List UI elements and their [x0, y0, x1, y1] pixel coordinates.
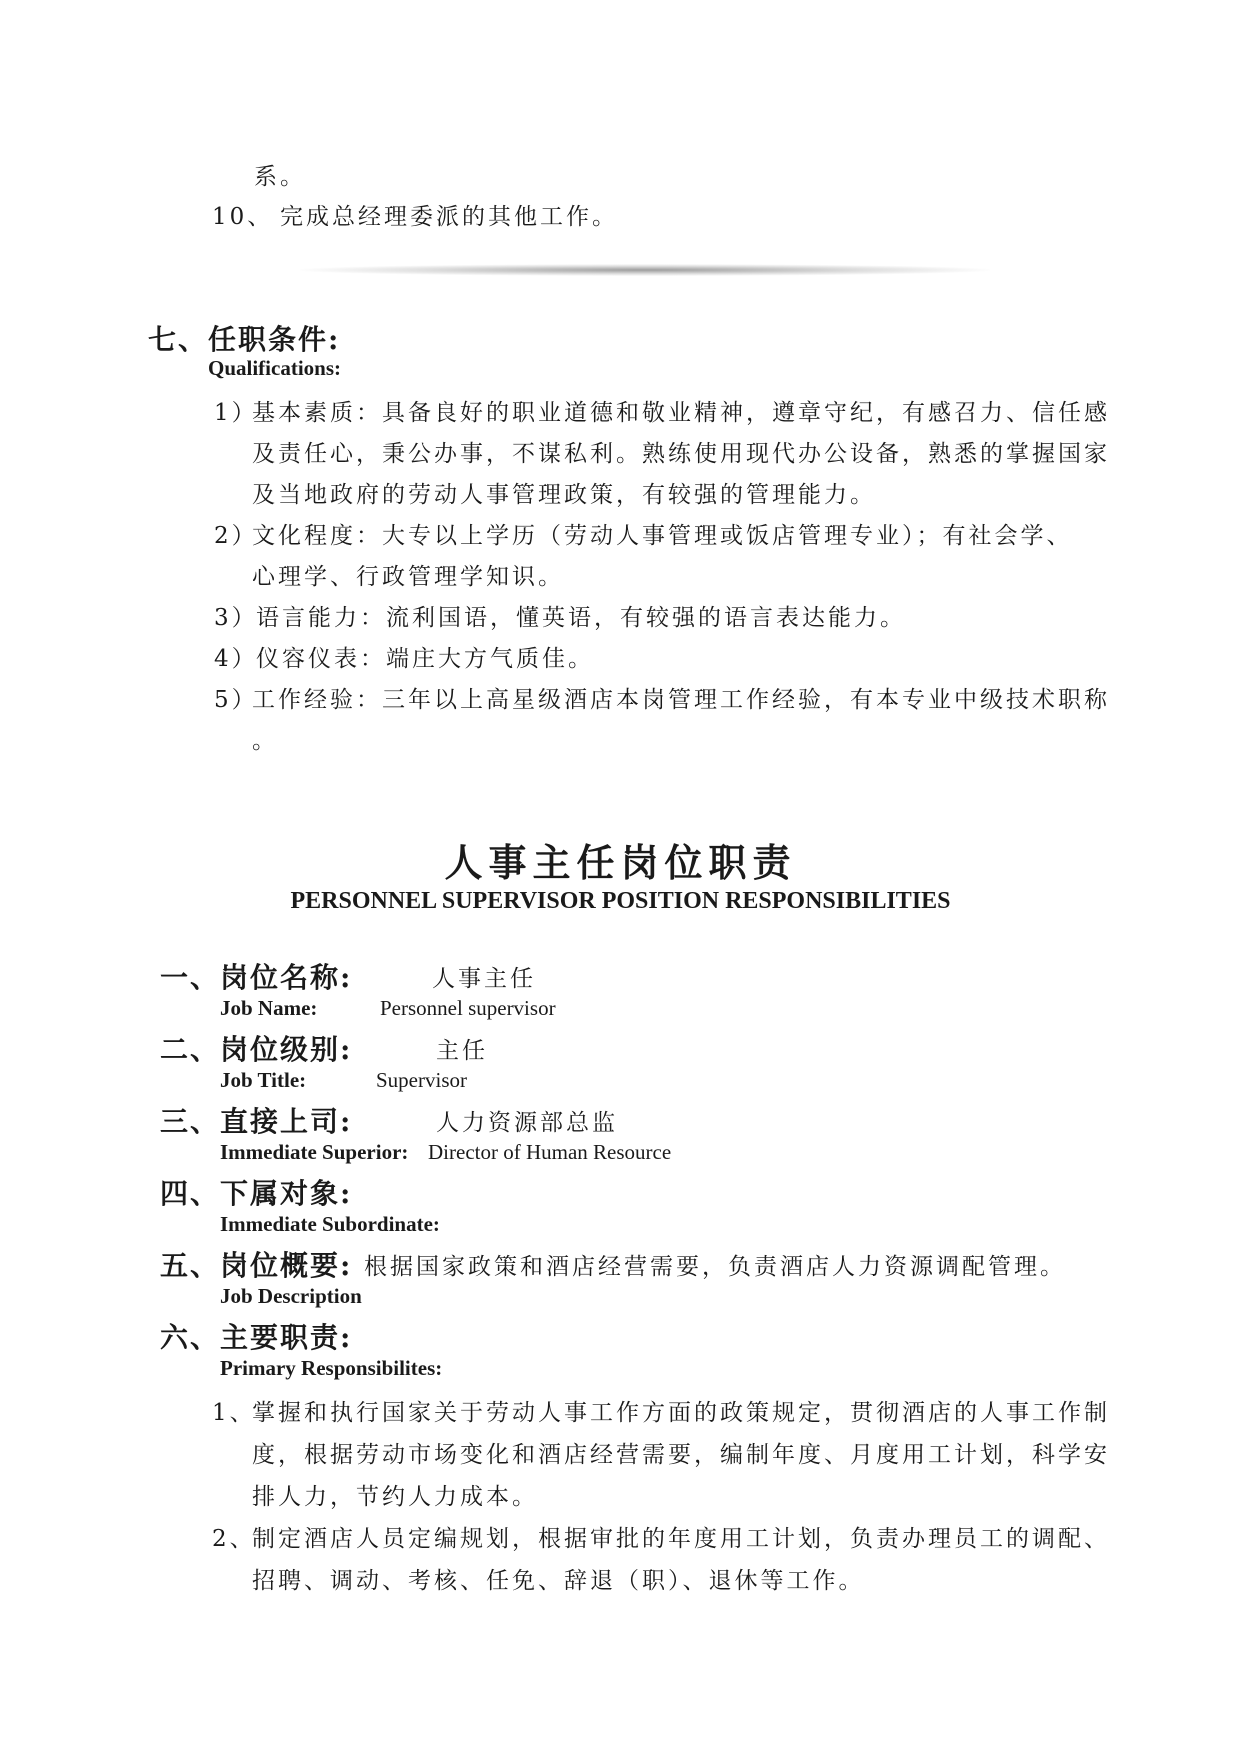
list-item-number: 4） — [214, 646, 258, 672]
list-item-number: 2、 — [212, 1526, 256, 1552]
list-item-text: 仪容仪表：端庄大方气质佳。 — [256, 646, 594, 672]
section-heading-en: Primary Responsibilites: — [220, 1356, 443, 1380]
list-item-number: 5） — [214, 687, 258, 713]
list-item-number: 10、 — [212, 204, 274, 230]
field-label-en-subordinate: Immediate Subordinate: — [220, 1212, 440, 1236]
page-title: 人事主任岗位职责 — [444, 840, 797, 885]
list-item-text: 工作经验：三年以上高星级酒店本岗管理工作经验，有本专业中级技术职称 — [252, 687, 1110, 713]
list-item-text: 基本素质：具备良好的职业道德和敬业精神，遵章守纪，有感召力、信任感 — [252, 400, 1110, 426]
field-label-en-superior: Immediate Superior: — [220, 1140, 409, 1164]
list-item-number: 3） — [214, 605, 258, 631]
list-item-text: 完成总经理委派的其他工作。 — [280, 204, 618, 230]
list-item-text: 及当地政府的劳动人事管理政策，有较强的管理能力。 — [252, 482, 876, 508]
field-heading-job-name: 一、岗位名称: — [160, 961, 353, 994]
list-item-text: 度，根据劳动市场变化和酒店经营需要，编制年度、月度用工计划，科学安 — [252, 1442, 1110, 1468]
list-item-text: 心理学、行政管理学知识。 — [252, 564, 564, 590]
field-value-job-name: 人事主任 — [432, 966, 536, 992]
section-heading-qualifications: 七、任职条件: — [148, 323, 341, 356]
field-value-en-job-title: Supervisor — [376, 1068, 467, 1092]
divider — [300, 264, 990, 276]
list-item-text: 掌握和执行国家关于劳动人事工作方面的政策规定，贯彻酒店的人事工作制 — [252, 1400, 1110, 1426]
field-heading-description: 五、岗位概要: — [160, 1249, 353, 1282]
field-label-en-job-title: Job Title: — [220, 1068, 307, 1092]
field-heading-subordinate: 四、下属对象: — [160, 1177, 353, 1210]
field-label-en-job-name: Job Name: — [220, 996, 318, 1020]
page-subtitle: PERSONNEL SUPERVISOR POSITION RESPONSIBILITIES — [290, 888, 951, 914]
list-item-number: 1） — [214, 400, 258, 426]
list-item-number: 2） — [214, 523, 258, 549]
section-heading-en: Qualifications: — [208, 356, 342, 380]
list-item-text: 语言能力：流利国语，懂英语，有较强的语言表达能力。 — [256, 605, 906, 631]
field-label-en-description: Job Description — [220, 1284, 362, 1308]
field-value-description: 根据国家政策和酒店经营需要，负责酒店人力资源调配管理。 — [364, 1254, 1066, 1280]
list-item-text: 排人力，节约人力成本。 — [252, 1484, 538, 1510]
list-item-text: 招聘、调动、考核、任免、辞退（职）、退休等工作。 — [252, 1568, 865, 1594]
list-item-text: 文化程度：大专以上学历（劳动人事管理或饭店管理专业）；有社会学、 — [252, 523, 1073, 549]
field-value-superior: 人力资源部总监 — [436, 1110, 618, 1136]
field-value-en-job-name: Personnel supervisor — [380, 996, 556, 1020]
field-heading-job-title: 二、岗位级别: — [160, 1033, 353, 1066]
section-heading-responsibilities: 六、主要职责: — [160, 1321, 353, 1354]
field-value-en-superior: Director of Human Resource — [428, 1140, 672, 1164]
list-item-text: 。 — [252, 728, 278, 754]
list-item-number: 1、 — [212, 1400, 256, 1426]
field-value-job-title: 主任 — [436, 1038, 488, 1064]
list-item-text: 及责任心，秉公办事，不谋私利。熟练使用现代办公设备，熟悉的掌握国家 — [252, 441, 1110, 467]
list-item-text: 制定酒店人员定编规划，根据审批的年度用工计划，负责办理员工的调配、 — [252, 1526, 1110, 1552]
list-item-continuation: 系。 — [254, 164, 306, 190]
field-heading-superior: 三、直接上司: — [160, 1105, 353, 1138]
